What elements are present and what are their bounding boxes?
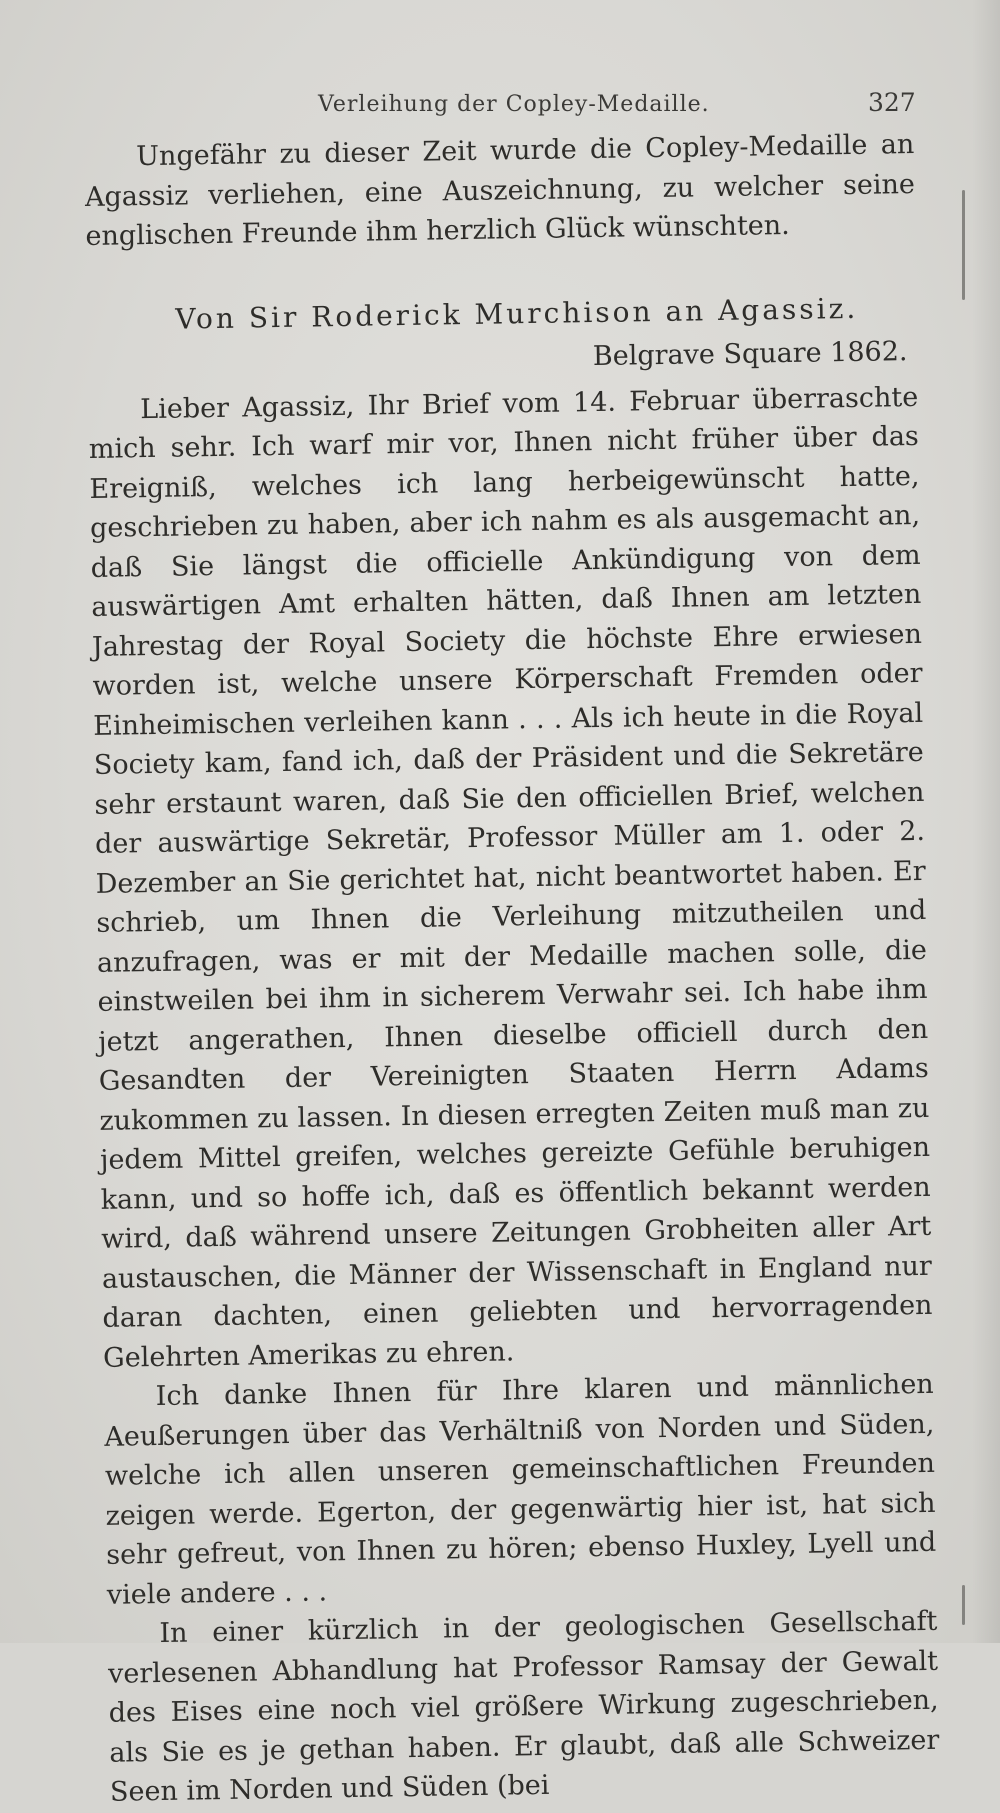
page-edge-shadow: [972, 0, 1000, 1643]
page-edge-mark: [962, 190, 965, 300]
letter-heading: Von Sir Roderick Murchison an Agassiz.: [175, 291, 859, 336]
letter-dateline: Belgrave Square 1862.: [592, 336, 908, 373]
body-text: [84, 125, 940, 1813]
page-edge-mark: [962, 1585, 965, 1625]
letter-paragraph: In einer kürzlich in der geologischen Gesellschaft verlesenen Abhandlung hat Professor Ramsay der Gewalt des Eises eine noch viel größere Wirkung zugeschrieben, als Sie es je gethan haben. Er glaubt, daß alle Schweizer Seen im Norden und Süden (bei: [107, 1606, 940, 1809]
running-title: Verleihung der Copley-Medaille.: [318, 92, 710, 117]
letter-paragraph: Ich danke Ihnen für Ihre klaren und männlichen Aeußerungen über das Verhältniß von Norden und Süden, welche ich allen unseren gemeinschaftlichen Freunden zeigen werde. Egerton, der gegenwärtig hier ist, hat sich sehr gefreut, von Ihnen zu hören; ebenso Huxley, Lyell und viele andere . . .: [104, 1369, 937, 1611]
intro-paragraph: Ungefähr zu dieser Zeit wurde die Copley-Medaille an Agassiz verliehen, eine Auszeichnung, zu welcher seine englischen Freunde ihm herzlich Glück wünschten.: [84, 128, 916, 252]
letter-paragraph: Lieber Agassiz, Ihr Brief vom 14. Februar überraschte mich sehr. Ich warf mir vor, Ihnen nicht früher über das Ereigniß, welches ich lang herbeigewünscht hatte, geschrieben zu haben, aber ich nahm es als ausgemacht an, daß Sie längst die officielle Ankündigung von dem auswärtigen Amt erhalten hätten, daß Ihnen am letzten Jahrestag der Royal Society die höchste Ehre erwiesen worden ist, welche unsere Körperschaft Fremden oder Einheimischen verleihen kann . . . Als ich heute in die Royal Society kam, fand ich, daß der Präsident und die Sekretäre sehr erstaunt waren, daß Sie den officiellen Brief, welchen der auswärtige Sekretär, Professor Müller am 1. oder 2. Dezember an Sie gerichtet hat, nicht beantwortet haben. Er schrieb, um Ihnen die Verleihung mitzutheilen und anzufragen, was er mit der Medaille machen solle, die einstweilen bei ihm in sicherem Verwahr sei. Ich habe ihm jetzt angerathen, Ihnen dieselbe officiell durch den Gesandten der Vereinigten Staaten Herrn Adams zukommen zu lassen. In diesen erregten Zeiten muß man zu jedem Mittel greifen, welches gereizte Gefühle beruhigen kann, und so hoffe ich, daß es öffentlich bekannt werden wird, daß während unsere Zeitungen Grobheiten aller Art austauschen, die Männer der Wissenschaft in England nur daran dachten, einen geliebten und hervorragenden Gelehrten Amerikas zu ehren.: [88, 381, 933, 1374]
page-number: 327: [868, 88, 916, 117]
